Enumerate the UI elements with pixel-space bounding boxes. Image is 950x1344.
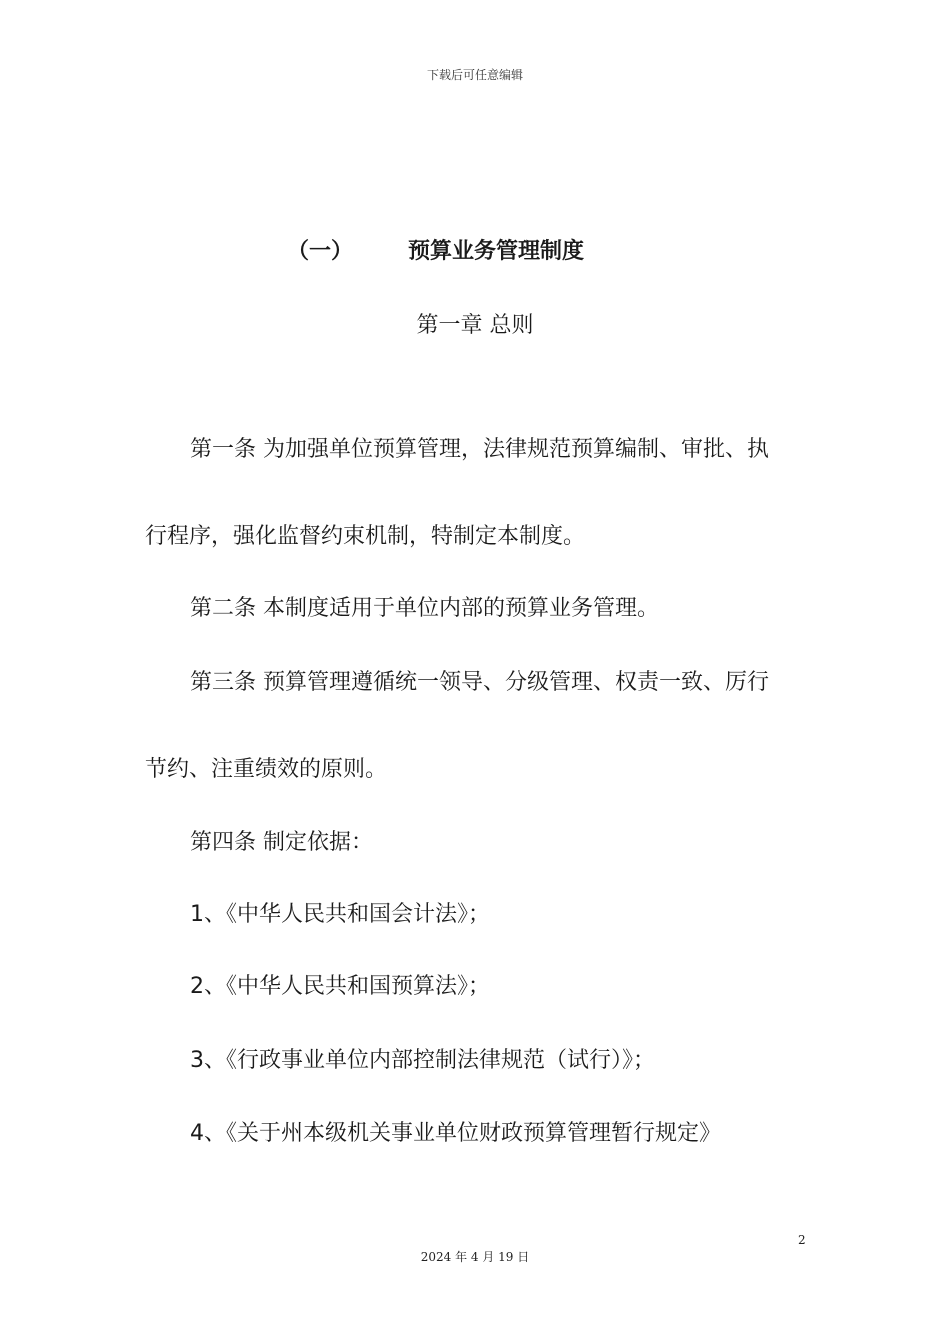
section-number: （一） [287,239,354,264]
chapter-title: 第一章 总则 [416,313,534,338]
article-2: 第二条 本制度适用于单位内部的预算业务管理。 [190,596,659,621]
page-header-note: 下载后可任意编辑 [426,68,523,82]
article-3-line-2: 节约、注重绩效的原则。 [145,757,388,782]
basis-list-item: 4、《关于州本级机关事业单位财政预算管理暂行规定》 [190,1121,721,1146]
article-1-line-1: 第一条 为加强单位预算管理，法律规范预算编制、审批、执 [190,437,769,462]
document-title [0,234,950,268]
section-title: 预算业务管理制度 [408,239,585,264]
basis-list-item: 3、《行政事业单位内部控制法律规范（试行）》； [190,1048,655,1073]
basis-list-item: 2、《中华人民共和国预算法》； [190,974,490,999]
article-3-line-1: 第三条 预算管理遵循统一领导、分级管理、权责一致、厉行 [190,670,769,695]
basis-list-item: 1、《中华人民共和国会计法》； [190,902,490,927]
footer-date: 2024 年 4 月 19 日 [420,1250,530,1264]
article-4: 第四条 制定依据： [190,830,373,855]
page-number: 2 [798,1233,806,1247]
article-1-line-2: 行程序，强化监督约束机制，特制定本制度。 [145,524,586,549]
